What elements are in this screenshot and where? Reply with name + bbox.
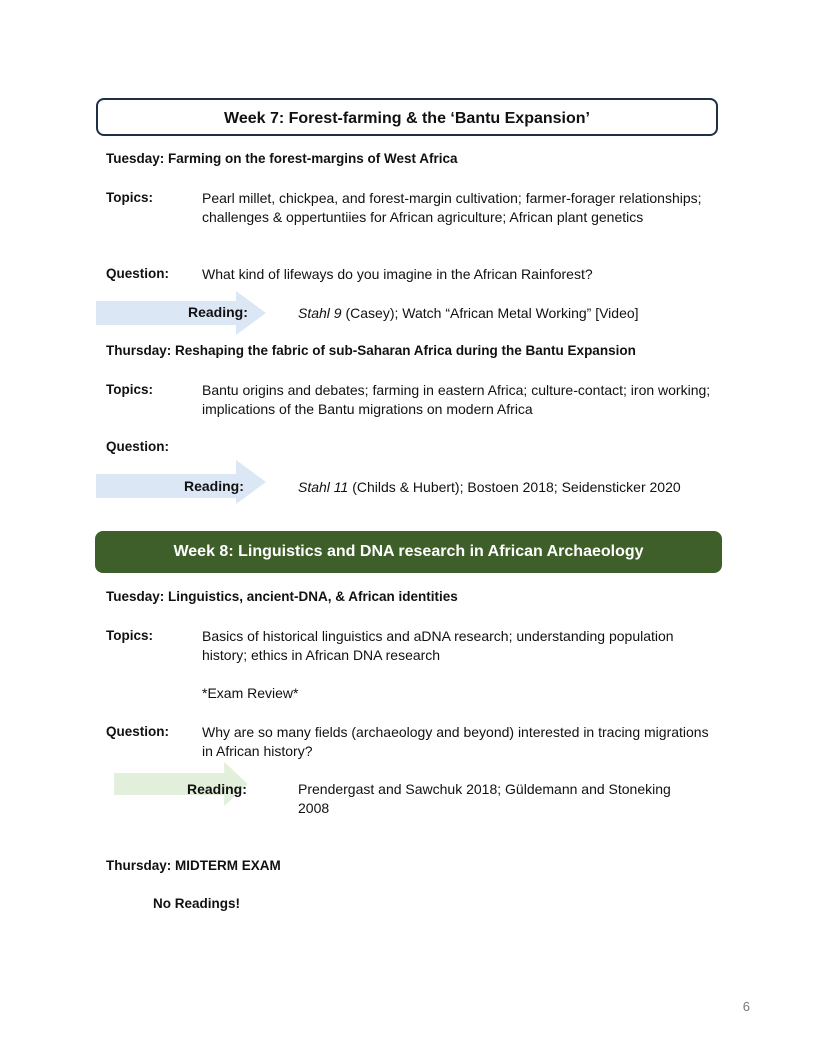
week8-tuesday-note: *Exam Review* [202,685,299,701]
page-number: 6 [742,999,750,1014]
reading-citation-italic: Stahl 11 [298,479,349,495]
week8-tuesday-reading-label: Reading: [187,781,247,797]
week7-thursday-topics-label: Topics: [106,382,153,397]
reading-citation-rest: (Casey); Watch “African Metal Working” [Video] [341,305,639,321]
week7-tuesday-topics-label: Topics: [106,190,153,205]
week7-tuesday-topics: Pearl millet, chickpea, and forest-margin cultivation; farmer-forager relationships; challenges & oppertuntiies for African agriculture; African plant genetics [202,190,702,225]
week8-tuesday-question-label: Question: [106,724,169,739]
week8-thursday-note: No Readings! [153,896,241,911]
week7-thursday-reading-label: Reading: [184,478,244,494]
week7-tuesday-reading [298,304,718,323]
week7-tuesday-heading: Tuesday: Farming on the forest-margins of West Africa [106,151,458,166]
week8-tuesday-heading: Tuesday: Linguistics, ancient-DNA, & African identities [106,589,458,604]
week8-tuesday-question: Why are so many fields (archaeology and beyond) interested in tracing migrations in African history? [202,724,709,759]
week7-tuesday-question-label: Question: [106,266,169,281]
week7-tuesday-reading-label: Reading: [188,304,248,320]
week7-thursday-question-label: Question: [106,439,169,454]
week8-title: Week 8: Linguistics and DNA research in African Archaeology [173,543,644,560]
week7-thursday-reading [298,478,718,497]
week7-header [96,98,718,136]
week7-tuesday-question: What kind of lifeways do you imagine in the African Rainforest? [202,266,593,282]
week7-thursday-topics: Bantu origins and debates; farming in eastern Africa; culture-contact; iron working; implications of the Bantu migrations on modern Africa [202,382,711,417]
week8-tuesday-topics: Basics of historical linguistics and aDNA research; understanding population history; ethics in African DNA research [202,628,674,663]
reading-citation-italic: Stahl 9 [298,305,342,321]
reading-citation-rest: (Childs & Hubert); Bostoen 2018; Seidensticker 2020 [348,479,681,495]
week8-thursday-heading: Thursday: MIDTERM EXAM [106,858,281,873]
week7-title: Week 7: Forest-farming & the ‘Bantu Expansion’ [224,110,590,127]
week7-thursday-heading: Thursday: Reshaping the fabric of sub-Saharan Africa during the Bantu Expansion [106,343,636,358]
week8-tuesday-reading: Prendergast and Sawchuk 2018; Güldemann and Stoneking 2008 [298,781,671,816]
week8-header [95,531,722,573]
week8-tuesday-topics-label: Topics: [106,628,153,643]
